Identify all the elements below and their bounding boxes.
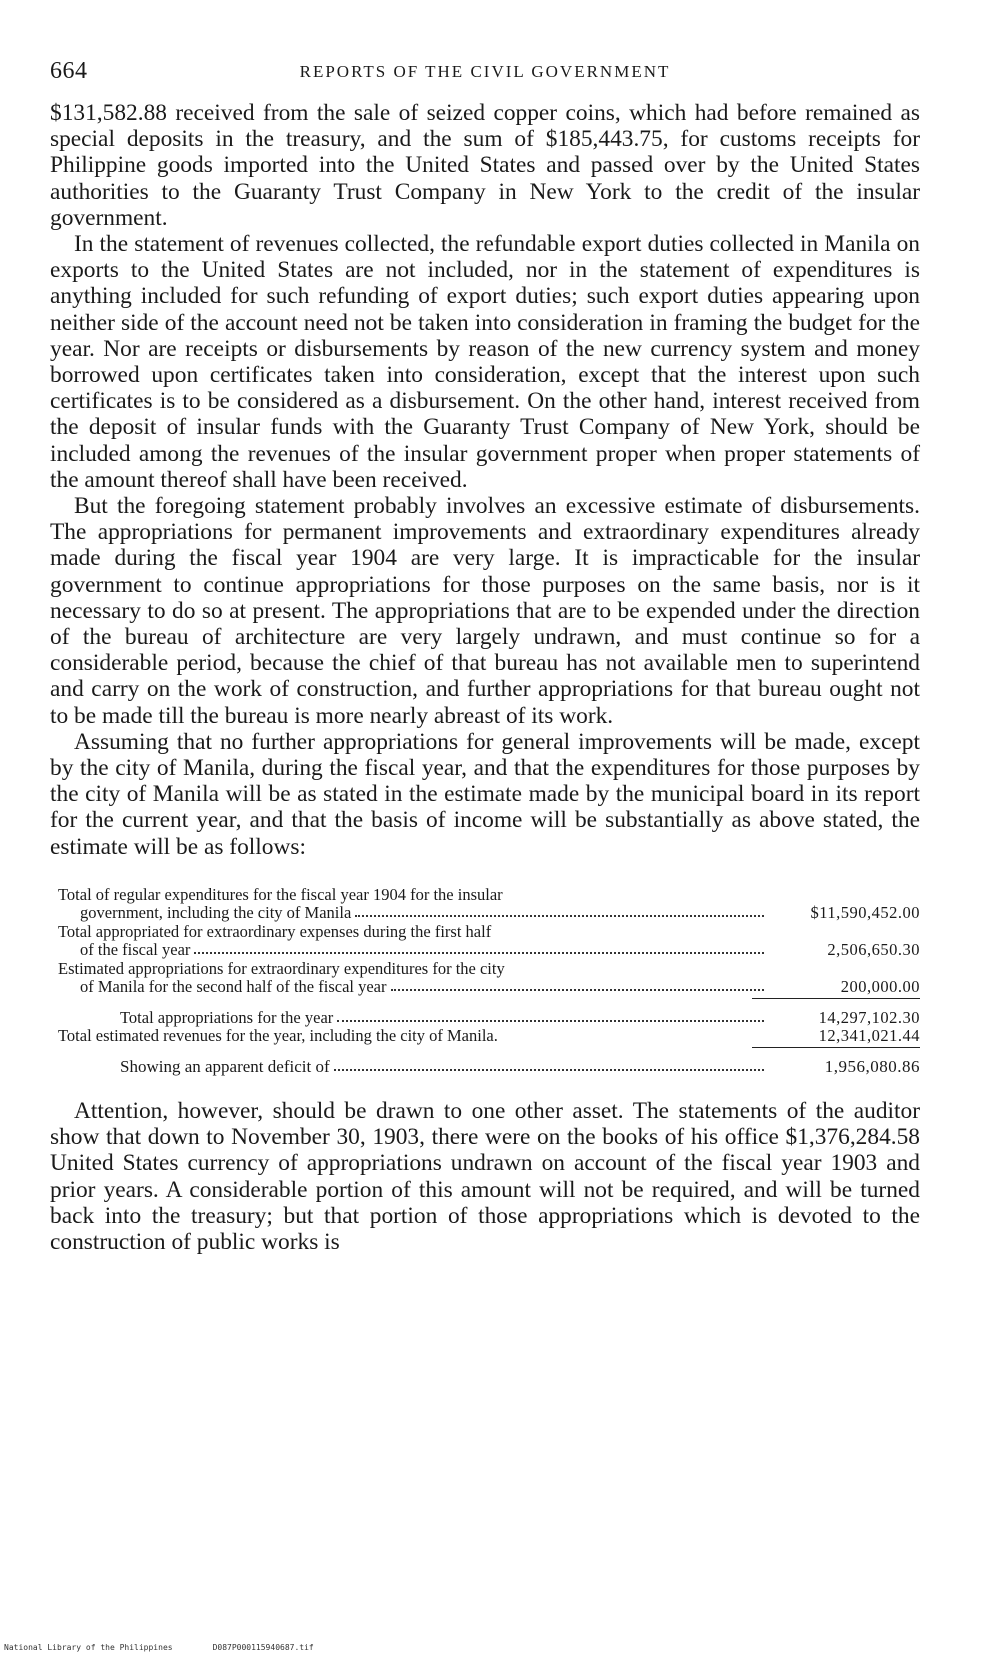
dot-leader bbox=[337, 1009, 764, 1022]
ledger-entry-extraordinary-expenses bbox=[50, 923, 920, 959]
deficit-label: Showing an apparent deficit of bbox=[120, 1056, 330, 1076]
total-appropriations-row bbox=[50, 1009, 920, 1027]
dot-leader bbox=[334, 1058, 764, 1071]
ledger-entry-description bbox=[50, 923, 770, 959]
footer-file: D087P000115940687.tif bbox=[212, 1643, 314, 1652]
ledger-entry-line2: of the fiscal year bbox=[80, 939, 191, 959]
ledger-entry-manila-appropriations bbox=[50, 960, 920, 996]
closing-paragraph: Attention, however, should be drawn to one other asset. The statements of the auditor show that down to November 30, 1903, there were on the books of his office $1,376,284.58 United States currency of appropriations undrawn on account of the fiscal year 1903 and prior years. A considerable portion of this amount will not be required, and will be turned back into the treasury; but that portion of those appropriations which is devoted to the construction of public works is bbox=[50, 1097, 920, 1255]
paragraph-3: But the foregoing statement probably involves an excessive estimate of disbursements. The appropriations for permanent improvements and extraordinary expenditures already made during the fiscal year 1904 are very large. It is impracticable for the insular government to continue appropriations for those purposes on the same basis, nor is it necessary to do so at present. The appropriations that are to be expended under the direction of the bureau of architecture are very largely undrawn, and must continue so for a considerable period, because the chief of that bureau has not available men to superintend and carry on the work of construction, and further appropriations for that bureau ought not to be made till the bureau is more nearly abreast of its work. bbox=[50, 493, 920, 729]
ledger-entry-line2: government, including the city of Manila bbox=[80, 902, 352, 922]
dot-leader bbox=[391, 978, 765, 991]
paragraph-4: Assuming that no further appropriations for general improvements will be made, except by the city of Manila, during the fiscal year, and that the expenditures for those purposes by the city of Manila will be as stated in the estimate made by the municipal board in its report for the current year, and that the basis of income will be substantially as above stated, the estimate will be as follows: bbox=[50, 728, 920, 860]
document-page bbox=[50, 58, 920, 1255]
ledger-entry-line2: of Manila for the second half of the fiscal year bbox=[80, 976, 387, 996]
ledger-entry-line2-row bbox=[50, 904, 770, 922]
ledger-entry-description bbox=[50, 960, 770, 996]
dot-leader bbox=[194, 941, 764, 954]
deficit-amount: 1,956,080.86 bbox=[824, 1056, 920, 1076]
ledger-entry-amount: 200,000.00 bbox=[840, 976, 920, 996]
total-revenues-label: Total estimated revenues for the year, including the city of Manila. bbox=[58, 1025, 498, 1045]
difference-rule-row bbox=[50, 1047, 920, 1048]
sum-rule-row bbox=[50, 998, 920, 999]
total-appropriations-label: Total appropriations for the year bbox=[120, 1007, 334, 1027]
page-number: 664 bbox=[50, 58, 88, 84]
footer-library: National Library of the Philippines bbox=[4, 1643, 173, 1652]
deficit-description bbox=[50, 1058, 770, 1076]
ledger-entry-amount: $11,590,452.00 bbox=[810, 902, 920, 922]
total-revenues-amount: 12,341,021.44 bbox=[818, 1025, 920, 1045]
ledger-entry-line1: Total appropriated for extraordinary expenses during the first half bbox=[58, 921, 492, 941]
ledger-entry-line2-row bbox=[50, 978, 770, 996]
deficit-row bbox=[50, 1058, 920, 1076]
page-header bbox=[50, 58, 920, 92]
running-head: REPORTS OF THE CIVIL GOVERNMENT bbox=[299, 62, 671, 81]
ledger-entry-line1: Estimated appropriations for extraordinary expenditures for the city bbox=[58, 958, 505, 978]
ledger-entry-description bbox=[50, 886, 770, 922]
sum-rule bbox=[752, 998, 920, 999]
ledger-entry-line2-row bbox=[50, 941, 770, 959]
scan-footer bbox=[4, 1643, 314, 1652]
total-appropriations-amount: 14,297,102.30 bbox=[818, 1007, 920, 1027]
total-revenues-description bbox=[50, 1027, 770, 1045]
ledger-entry-amount: 2,506,650.30 bbox=[827, 939, 920, 959]
total-revenues-row bbox=[50, 1027, 920, 1045]
ledger-entry-regular-expenditures bbox=[50, 886, 920, 922]
budget-estimate-table bbox=[50, 886, 920, 1076]
paragraph-1: $131,582.88 received from the sale of seized copper coins, which had before remained as special deposits in the treasury, and the sum of $185,443.75, for customs receipts for Philippine goods imported into the United States and passed over by the United States authorities to the Guaranty Trust Company in New York to the credit of the insular government. bbox=[50, 100, 920, 231]
dot-leader bbox=[355, 904, 764, 917]
total-appropriations-description bbox=[50, 1009, 770, 1027]
difference-rule bbox=[752, 1047, 920, 1048]
ledger-entry-line1: Total of regular expenditures for the fiscal year 1904 for the insular bbox=[58, 884, 503, 904]
paragraph-2: In the statement of revenues collected, the refundable export duties collected in Manila on exports to the United States are not included, nor in the statement of expenditures is anything included for such refunding of export duties; such export duties appearing upon neither side of the account need not be taken into consideration in framing the budget for the year. Nor are receipts or disbursements by reason of the new currency system and money borrowed upon certificates taken into consideration, except that the interest upon such certificates is to be considered as a disbursement. On the other hand, interest received from the deposit of insular funds with the Guaranty Trust Company of New York, should be included among the revenues of the insular government proper when proper statements of the amount thereof shall have been received. bbox=[50, 231, 920, 493]
